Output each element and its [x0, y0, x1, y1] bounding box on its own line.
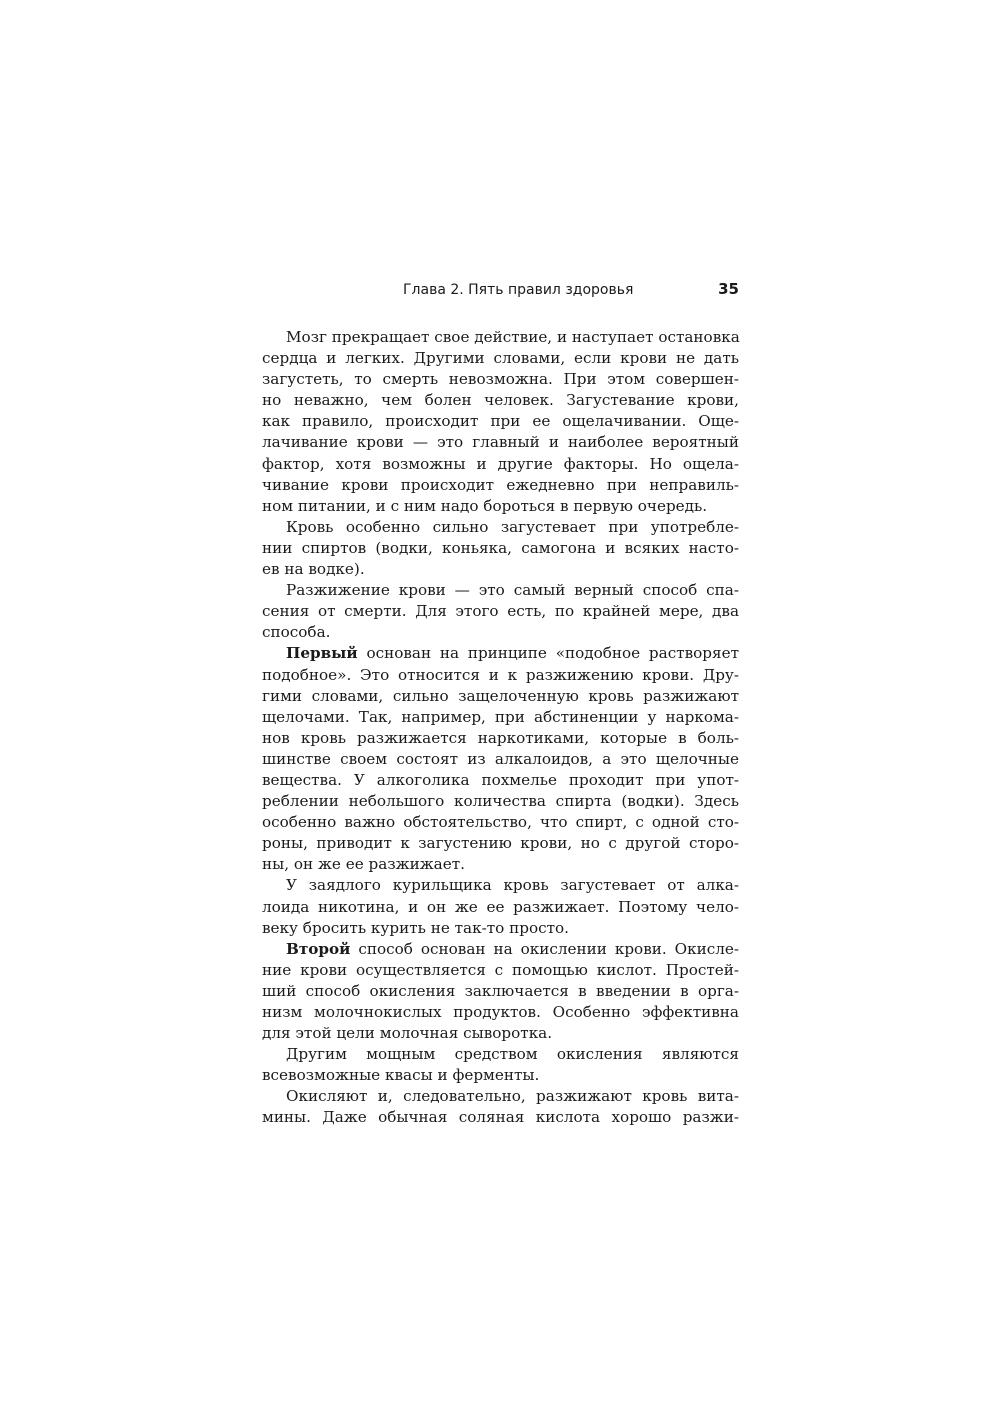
paragraph [262, 327, 739, 517]
line-text: мины. Даже обычная соляная кислота хорошо разжи- [262, 1108, 739, 1127]
text-line [262, 939, 739, 960]
text-line [262, 622, 739, 643]
text-line [262, 369, 739, 390]
line-text: для этой цели молочная сыворотка. [262, 1024, 553, 1043]
line-text: низм молочнокислых продуктов. Особенно эффективна [262, 1003, 739, 1021]
line-text: Окисляют и, следовательно, разжижают кровь вита- [286, 1087, 739, 1106]
text-line [262, 770, 739, 791]
line-text: способ основан на окислении крови. Окисле- [350, 939, 739, 958]
text-line [262, 875, 739, 896]
text-line [262, 665, 739, 686]
text-line [262, 1023, 739, 1044]
text-line [262, 833, 739, 854]
text-line [262, 432, 739, 453]
line-text: чивание крови происходит ежедневно при неправиль- [262, 475, 739, 494]
paragraph [262, 1086, 739, 1128]
paragraph [262, 643, 739, 875]
line-text: но неважно, чем болен человек. Загустевание крови, [262, 391, 739, 410]
running-title: Глава 2. Пять правил здоровья [403, 282, 634, 298]
line-text: шинстве своем состоят из алкалоидов, а это щелочные [262, 749, 739, 768]
paragraph [262, 875, 739, 938]
paragraph [262, 1044, 739, 1086]
text-line [262, 411, 739, 432]
line-text: Другим мощным средством окисления являются [286, 1045, 739, 1064]
text-line [262, 1065, 739, 1086]
text-line [262, 918, 739, 939]
line-text: особенно важно обстоятельство, что спирт, с одной сто- [262, 813, 739, 832]
line-text: лачивание крови — это главный и наиболее вероятный [262, 433, 739, 452]
paragraph [262, 939, 739, 1044]
line-text: основан на принципе «подобное растворяет [357, 644, 739, 663]
line-text: сения от смерти. Для этого есть, по крайней мере, два [262, 602, 739, 621]
text-line [262, 580, 739, 601]
line-text: Кровь особенно сильно загустевает при употребле- [286, 517, 739, 536]
text-line [262, 749, 739, 770]
line-text: реблении небольшого количества спирта (водки). Здесь [262, 792, 739, 811]
text-line [262, 791, 739, 812]
paragraph [262, 580, 739, 643]
body-text [262, 327, 739, 1129]
text-line [262, 601, 739, 622]
line-text: ние крови осуществляется с помощью кислот. Простей- [262, 960, 739, 979]
line-text: У заядлого курильщика кровь загустевает от алка- [286, 876, 739, 895]
text-line [262, 686, 739, 707]
text-line [262, 517, 739, 538]
line-text: ном питании, и с ним надо бороться в первую очередь. [262, 496, 708, 515]
text-line [262, 348, 739, 369]
text-line [262, 1002, 739, 1023]
line-text: загустеть, то смерть невозможна. При этом совершен- [262, 370, 739, 389]
line-text: ший способ окисления заключается в введении в орга- [262, 981, 739, 1000]
text-line [262, 475, 739, 496]
text-line [262, 1107, 739, 1128]
text-line [262, 390, 739, 411]
text-line [262, 707, 739, 728]
line-text: ев на водке). [262, 560, 365, 579]
text-line [262, 559, 739, 580]
text-line [262, 728, 739, 749]
text-line [262, 981, 739, 1002]
line-text: фактор, хотя возможны и другие факторы. Но ощела- [262, 454, 739, 473]
line-text: как правило, происходит при ее ощелачивании. Още- [262, 412, 739, 431]
page-number: 35 [718, 280, 739, 298]
line-text: всевозможные квасы и ферменты. [262, 1066, 540, 1085]
bold-lead: Первый [286, 644, 358, 663]
text-line [262, 960, 739, 981]
line-text: Разжижение крови — это самый верный способ спа- [286, 581, 739, 600]
text-line [262, 812, 739, 833]
line-text: подобное». Это относится и к разжижению крови. Дру- [262, 665, 739, 684]
line-text: нии спиртов (водки, коньяка, самогона и всяких насто- [262, 538, 739, 557]
line-text: способа. [262, 623, 331, 642]
text-line [262, 1086, 739, 1107]
bold-lead: Второй [286, 939, 351, 958]
running-header [262, 280, 739, 302]
paragraph [262, 517, 739, 580]
line-text: вещества. У алкоголика похмелье проходит при упот- [262, 770, 739, 789]
line-text: лоида никотина, и он же ее разжижает. Поэтому чело- [262, 897, 739, 916]
line-text: гими словами, сильно защелоченную кровь разжижают [262, 686, 739, 705]
text-line [262, 897, 739, 918]
text-line [262, 1044, 739, 1065]
text-line [262, 454, 739, 475]
text-line [262, 327, 739, 348]
line-text: ны, он же ее разжижает. [262, 855, 465, 874]
text-line [262, 854, 739, 875]
line-text: щелочами. Так, например, при абстиненции у наркома- [262, 707, 739, 726]
line-text: сердца и легких. Другими словами, если крови не дать [262, 349, 739, 368]
line-text: нов кровь разжижается наркотиками, которые в боль- [262, 728, 739, 747]
line-text: веку бросить курить не так-то просто. [262, 918, 569, 937]
text-line [262, 643, 739, 664]
text-line [262, 496, 739, 517]
text-line [262, 538, 739, 559]
line-text: роны, приводит к загустению крови, но с другой сторо- [262, 834, 739, 853]
line-text: Мозг прекращает свое действие, и наступает остановка [286, 328, 740, 346]
